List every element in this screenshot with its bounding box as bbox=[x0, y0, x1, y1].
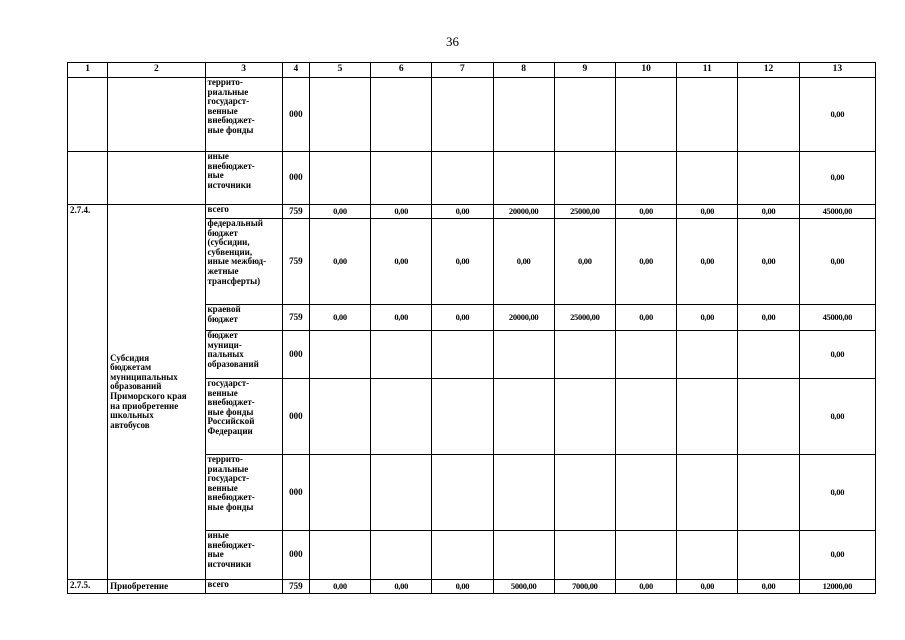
value-cell: 0,00 bbox=[738, 205, 799, 219]
value-cell bbox=[554, 455, 615, 531]
value-cell bbox=[677, 455, 738, 531]
value-cell: 7000,00 bbox=[554, 580, 615, 594]
column-header: 9 bbox=[554, 63, 615, 78]
column-header: 10 bbox=[615, 63, 676, 78]
value-cell: 0,00 bbox=[615, 580, 676, 594]
value-cell bbox=[371, 152, 432, 205]
total-cell: 0,00 bbox=[799, 379, 875, 455]
value-cell bbox=[554, 78, 615, 152]
header-row bbox=[68, 63, 876, 78]
total-cell: 12000,00 bbox=[799, 580, 875, 594]
value-cell: 0,00 bbox=[371, 580, 432, 594]
value-cell bbox=[677, 531, 738, 580]
table-row bbox=[68, 78, 876, 152]
value-cell bbox=[615, 455, 676, 531]
value-cell bbox=[738, 78, 799, 152]
value-cell: 0,00 bbox=[432, 580, 493, 594]
code-cell: 000 bbox=[282, 78, 309, 152]
value-cell: 0,00 bbox=[309, 580, 370, 594]
column-header: 13 bbox=[799, 63, 875, 78]
value-cell bbox=[493, 379, 554, 455]
value-cell bbox=[309, 331, 370, 379]
page-number: 36 bbox=[446, 34, 459, 49]
column-header: 11 bbox=[677, 63, 738, 78]
source-cell: иные внебюджет- ные источники bbox=[205, 531, 282, 580]
value-cell: 0,00 bbox=[738, 580, 799, 594]
column-header: 7 bbox=[432, 63, 493, 78]
column-header: 4 bbox=[282, 63, 309, 78]
value-cell: 20000,00 bbox=[493, 205, 554, 219]
value-cell bbox=[309, 152, 370, 205]
table-row bbox=[68, 580, 876, 594]
value-cell bbox=[371, 531, 432, 580]
source-cell: бюджет муници- пальных образований bbox=[205, 331, 282, 379]
column-header: 2 bbox=[108, 63, 205, 78]
value-cell: 0,00 bbox=[309, 205, 370, 219]
code-cell: 000 bbox=[282, 379, 309, 455]
value-cell: 0,00 bbox=[615, 205, 676, 219]
value-cell bbox=[615, 152, 676, 205]
value-cell: 0,00 bbox=[677, 580, 738, 594]
total-cell: 0,00 bbox=[799, 219, 875, 305]
value-cell bbox=[309, 379, 370, 455]
item-name-cell bbox=[108, 152, 205, 205]
value-cell bbox=[309, 455, 370, 531]
value-cell: 0,00 bbox=[309, 305, 370, 331]
value-cell bbox=[677, 78, 738, 152]
total-cell: 45000,00 bbox=[799, 205, 875, 219]
source-cell: иные внебюджет- ные источники bbox=[205, 152, 282, 205]
item-number-cell bbox=[68, 152, 108, 205]
value-cell bbox=[738, 531, 799, 580]
value-cell bbox=[432, 78, 493, 152]
value-cell bbox=[738, 455, 799, 531]
table-row bbox=[68, 205, 876, 219]
value-cell bbox=[493, 455, 554, 531]
code-cell: 000 bbox=[282, 531, 309, 580]
total-cell: 45000,00 bbox=[799, 305, 875, 331]
total-cell: 0,00 bbox=[799, 152, 875, 205]
item-number-cell: 2.7.4. bbox=[68, 205, 108, 580]
item-number-cell: 2.7.5. bbox=[68, 580, 108, 594]
value-cell bbox=[493, 152, 554, 205]
value-cell bbox=[738, 379, 799, 455]
source-cell: террито- риальные государст- венные внебюджет- ные фонды bbox=[205, 78, 282, 152]
value-cell: 0,00 bbox=[432, 305, 493, 331]
value-cell: 25000,00 bbox=[554, 205, 615, 219]
value-cell bbox=[371, 78, 432, 152]
value-cell bbox=[554, 331, 615, 379]
code-cell: 759 bbox=[282, 219, 309, 305]
value-cell bbox=[432, 331, 493, 379]
column-header: 12 bbox=[738, 63, 799, 78]
value-cell: 0,00 bbox=[738, 305, 799, 331]
table-row bbox=[68, 152, 876, 205]
total-cell: 0,00 bbox=[799, 331, 875, 379]
value-cell: 0,00 bbox=[677, 305, 738, 331]
value-cell bbox=[493, 78, 554, 152]
value-cell bbox=[615, 379, 676, 455]
code-cell: 759 bbox=[282, 305, 309, 331]
value-cell bbox=[738, 331, 799, 379]
value-cell bbox=[432, 531, 493, 580]
item-name-cell: Субсидия бюджетам муниципальных образований Приморского края на приобретение школьных автобусов bbox=[108, 205, 205, 580]
source-cell: краевой бюджет bbox=[205, 305, 282, 331]
value-cell bbox=[677, 331, 738, 379]
value-cell bbox=[615, 78, 676, 152]
budget-table bbox=[67, 62, 876, 594]
value-cell: 0,00 bbox=[432, 219, 493, 305]
column-header: 5 bbox=[309, 63, 370, 78]
item-number-cell bbox=[68, 78, 108, 152]
value-cell: 0,00 bbox=[677, 219, 738, 305]
value-cell: 0,00 bbox=[371, 305, 432, 331]
value-cell bbox=[738, 152, 799, 205]
value-cell bbox=[371, 331, 432, 379]
value-cell: 20000,00 bbox=[493, 305, 554, 331]
code-cell: 000 bbox=[282, 331, 309, 379]
value-cell bbox=[677, 152, 738, 205]
value-cell: 0,00 bbox=[615, 305, 676, 331]
value-cell bbox=[309, 531, 370, 580]
value-cell bbox=[432, 379, 493, 455]
value-cell bbox=[554, 531, 615, 580]
total-cell: 0,00 bbox=[799, 455, 875, 531]
value-cell: 0,00 bbox=[432, 205, 493, 219]
value-cell: 0,00 bbox=[677, 205, 738, 219]
value-cell: 0,00 bbox=[493, 219, 554, 305]
code-cell: 000 bbox=[282, 152, 309, 205]
value-cell bbox=[371, 379, 432, 455]
value-cell bbox=[309, 78, 370, 152]
total-cell: 0,00 bbox=[799, 531, 875, 580]
value-cell: 0,00 bbox=[309, 219, 370, 305]
value-cell: 0,00 bbox=[371, 219, 432, 305]
value-cell: 25000,00 bbox=[554, 305, 615, 331]
value-cell bbox=[554, 152, 615, 205]
column-header: 3 bbox=[205, 63, 282, 78]
value-cell: 0,00 bbox=[738, 219, 799, 305]
value-cell bbox=[432, 455, 493, 531]
source-cell: всего bbox=[205, 580, 282, 594]
column-header: 1 bbox=[68, 63, 108, 78]
value-cell bbox=[615, 531, 676, 580]
value-cell: 0,00 bbox=[554, 219, 615, 305]
code-cell: 759 bbox=[282, 580, 309, 594]
source-cell: всего bbox=[205, 205, 282, 219]
value-cell bbox=[677, 379, 738, 455]
source-cell: государст- венные внебюджет- ные фонды Российской Федерации bbox=[205, 379, 282, 455]
value-cell bbox=[554, 379, 615, 455]
value-cell bbox=[432, 152, 493, 205]
value-cell: 5000,00 bbox=[493, 580, 554, 594]
column-header: 6 bbox=[371, 63, 432, 78]
source-cell: федеральный бюджет (субсидии, субвенции, иные межбюд- жетные трансферты) bbox=[205, 219, 282, 305]
source-cell: террито- риальные государст- венные внебюджет- ные фонды bbox=[205, 455, 282, 531]
total-cell: 0,00 bbox=[799, 78, 875, 152]
value-cell bbox=[371, 455, 432, 531]
code-cell: 000 bbox=[282, 455, 309, 531]
item-name-cell bbox=[108, 78, 205, 152]
value-cell: 0,00 bbox=[615, 219, 676, 305]
code-cell: 759 bbox=[282, 205, 309, 219]
item-name-cell: Приобретение bbox=[108, 580, 205, 594]
value-cell bbox=[493, 331, 554, 379]
value-cell bbox=[493, 531, 554, 580]
column-header: 8 bbox=[493, 63, 554, 78]
value-cell bbox=[615, 331, 676, 379]
value-cell: 0,00 bbox=[371, 205, 432, 219]
